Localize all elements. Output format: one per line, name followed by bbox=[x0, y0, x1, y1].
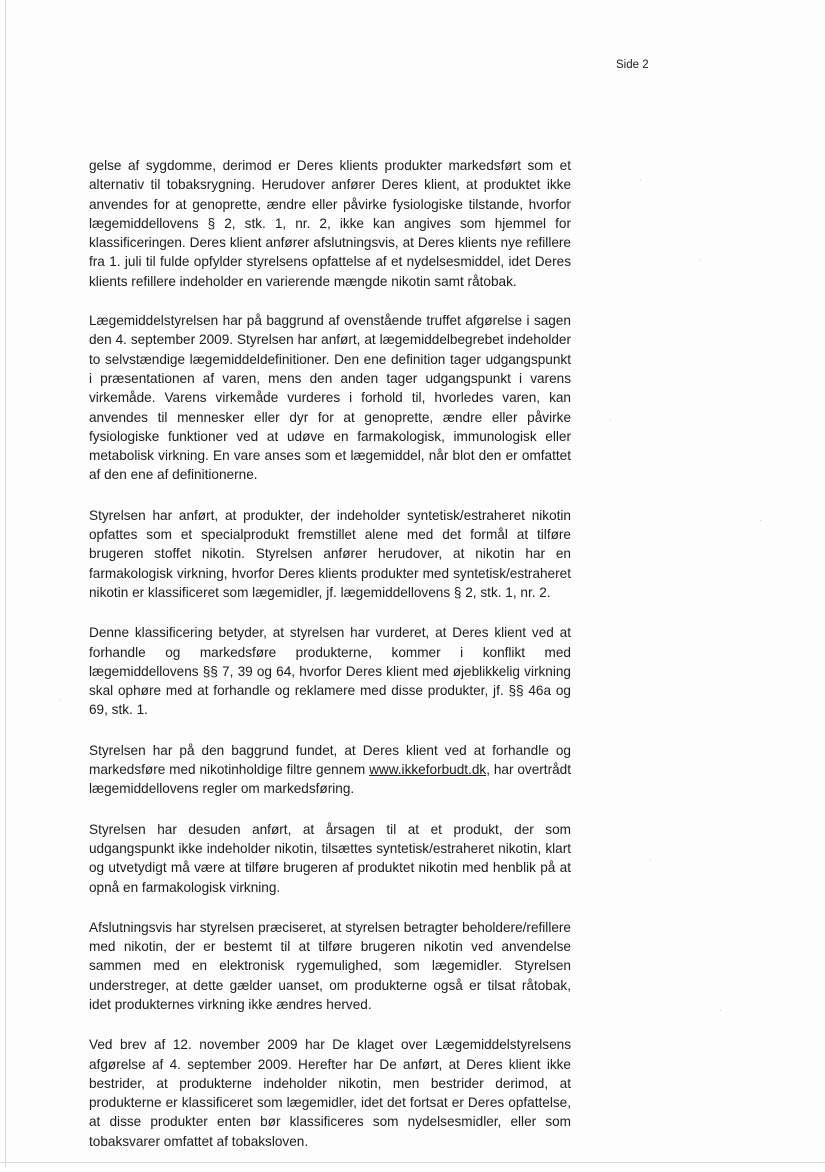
document-body bbox=[89, 156, 571, 1172]
paragraph-6: Styrelsen har desuden anført, at årsagen til at et produkt, der som udgangspunkt ikke indeholder nikotin, tilsættes syntetisk/estraheret nikotin, klart og utvetydigt må være at tilføre brugeren af produktet nikotin med henblik på at opnå en farmakologisk virkning. bbox=[89, 821, 571, 895]
scan-speck bbox=[760, 520, 761, 521]
page-number: Side 2 bbox=[616, 59, 649, 71]
paragraph-2: Lægemiddelstyrelsen har på baggrund af ovenstående truffet afgørelse i sagen den 4. september 2009. Styrelsen har anført, at lægemiddelbegrebet indeholder to selvstændige lægemiddeldefinitioner. Den ene definition tager udgangspunkt i præsentationen af varen, mens den anden tager udgangspunkt i varens virkemåde. Varens virkemåde vurderes i forhold til, hvorledes varen, kan anvendes til mennesker eller dyr for at genoprette, ændre eller påvirke fysiologiske funktioner ved at udøve en farmakologisk, immunologisk eller metabolisk virkning. En vare anses som et lægemiddel, når blot den er omfattet af den ene af definitionerne. bbox=[89, 313, 571, 483]
paragraph-4: Denne klassificering betyder, at styrelsen har vurderet, at Deres klient ved at forhandle og markedsføre produkterne, kommer i konflikt med lægemiddellovens §§ 7, 39 og 64, hvorfor Deres klient med øjeblikkelig virkning skal ophøre med at forhandle og reklamere med disse produkter, jf. §§ 46a og 69, stk. 1. bbox=[89, 625, 571, 718]
paragraph-5 bbox=[89, 741, 571, 799]
website-link[interactable]: www.ikkeforbudt.dk bbox=[369, 762, 487, 778]
scan-speck bbox=[640, 180, 641, 181]
scan-left-edge bbox=[5, 0, 6, 1167]
paragraph-1: gelse af sygdomme, derimod er Deres klients produkter markedsført som et alternativ til tobaksrygning. Herudover anfører Deres klient, at produktet ikke anvendes for at genoprette, ændre eller påvirke fysiologiske tilstande, hvorfor lægemiddellovens § 2, stk. 1, nr. 2, ikke kan angives som hjemmel for klassificeringen. Deres klient anfører afslutningsvis, at Deres klients nye refillere fra 1. juli til fulde opfylder styrelsens opfattelse af et nydelsesmiddel, idet Deres klients refillere indeholder en varierende mængde nikotin samt råtobak. bbox=[89, 158, 571, 289]
paragraph-5-text-end: , har overtrådt lægemiddellovens regler om markedsføring. bbox=[89, 762, 572, 797]
paragraph-3: Styrelsen har anført, at produkter, der indeholder syntetisk/estraheret nikotin opfattes som et specialprodukt fremstillet alene med det formål at tilføre brugeren stoffet nikotin. Styrelsen anfører herudover, at nikotin har en farmakologisk virkning, hvorfor Deres klients produkter med syntetisk/estraheret nikotin er klassificeret som lægemidler, jf. lægemiddellovens § 2, stk. 1, nr. 2. bbox=[89, 507, 571, 600]
scan-speck bbox=[650, 860, 651, 861]
scan-speck bbox=[60, 700, 61, 701]
paragraph-8: Ved brev af 12. november 2009 har De klaget over Lægemiddelstyrelsens afgørelse af 4. september 2009. Herefter har De anført, at Deres klient ikke bestrider, at produkterne indeholder nikotin, men bestrider derimod, at produkterne er klassificeret som lægemidler, idet det fortsat er Deres opfattelse, at disse produkter enten bør klassificeres som nydelsesmidler, eller som tobaksvarer omfattet af tobaksloven. bbox=[89, 1037, 571, 1149]
paragraph-7: Afslutningsvis har styrelsen præciseret, at styrelsen betragter beholdere/refillere med nikotin, der er bestemt til at tilføre brugeren nikotin ved anvendelse sammen med en elektronisk rygemulighed, som lægemidler. Styrelsen understreger, at dette gælder uanset, om produkterne også er tilsat råtobak, idet produkternes virkning ikke ændres herved. bbox=[89, 919, 571, 1012]
scan-speck bbox=[700, 260, 701, 261]
scan-speck bbox=[610, 420, 611, 421]
paragraph-5-text-start: Styrelsen har på den baggrund fundet, at Deres klient ved at forhandle og markedsføre med nikotinholdige filtre gennem bbox=[89, 742, 571, 778]
scan-speck bbox=[720, 1010, 721, 1011]
